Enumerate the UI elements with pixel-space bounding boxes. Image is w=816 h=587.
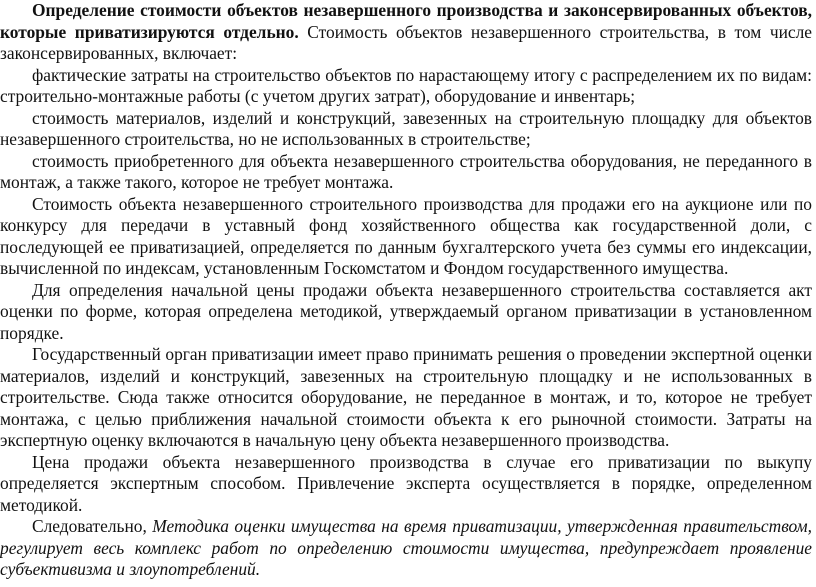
paragraph-text: Следовательно,: [32, 516, 153, 536]
italic-conclusion-text: Методика оценки имущества на время приватизации, утвержденная правительством, регулирует весь комплекс работ по определению стоимости имущества, предупреждает проявление субъективизма и злоупотреблений.: [0, 516, 813, 579]
paragraph-initial-price: Для определения начальной цены продажи объекта незавершенного строительства составляется акт оценки по форме, которая определена методикой, утверждаемый органом приватизации в установленном порядке.: [0, 279, 812, 343]
paragraph-valuation-heading: [0, 0, 812, 65]
bold-heading-text: Определение стоимости объектов незавершенного производства и законсервированных объектов, которые приватизируются отдельно.: [0, 0, 812, 42]
paragraph-materials-cost: стоимость материалов, изделий и конструкций, завезенных на строительную площадку для объектов незавершенного строительства, но не использованных в строительстве;: [0, 107, 812, 149]
paragraph-actual-costs: фактические затраты на строительство объектов по нарастающему итогу с распределением их по видам: строительно-монтажные работы (с учетом других затрат), оборудование и инвентарь;: [0, 64, 812, 106]
paragraph-buyout-price: Цена продажи объекта незавершенного производства в случае его приватизации по выкупу определяется экспертным способом. Привлечение эксперта осуществляется в порядке, определенном методикой.: [0, 451, 812, 515]
paragraph-conclusion: [0, 516, 812, 581]
paragraph-expert-evaluation: Государственный орган приватизации имеет право принимать решения о проведении экспертной оценки материалов, изделий и конструкций, завезенных на строительную площадку и не использованных в строительстве. Сюда также относится оборудование, не переданное в монтаж, и то, которое не требует монтажа, с целью приближения начальной стоимости объекта к его рыночной стоимости. Затраты на экспертную оценку включаются в начальную цену объекта незавершенного производства.: [0, 344, 812, 450]
paragraph-equipment-cost: стоимость приобретенного для объекта незавершенного строительства оборудования, не переданного в монтаж, а также такого, которое не требует монтажа.: [0, 150, 812, 192]
paragraph-text: Стоимость объектов незавершенного строительства, в том числе законсервированных, включает:: [0, 21, 812, 63]
paragraph-auction-value: Стоимость объекта незавершенного строительного производства для продажи его на аукционе или по конкурсу для передачи в уставный фонд хозяйственного общества как государственной доли, с последующей ее приватизацией, определяется по данным бухгалтерского учета без суммы его индексации, вычисленной по индексам, установленным Госкомстатом и Фондом государственного имущества.: [0, 193, 812, 278]
